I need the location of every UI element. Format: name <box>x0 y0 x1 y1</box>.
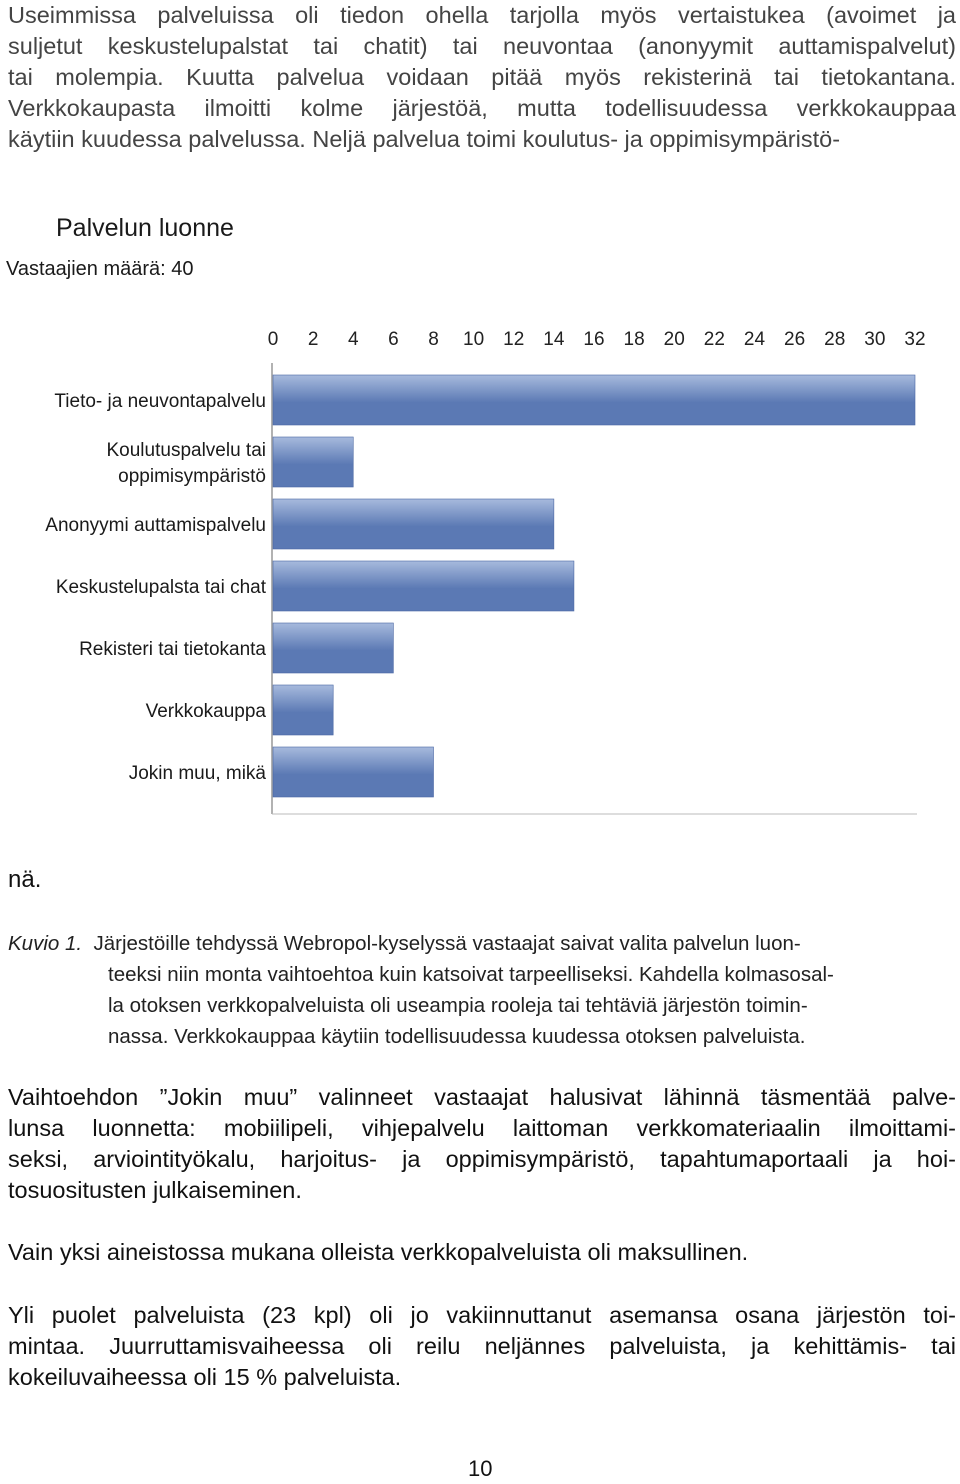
text-line: tai molempia. Kuutta palvelua voidaan pitää myös rekisterinä tai tietokantana. <box>8 64 956 90</box>
bar <box>273 685 333 735</box>
x-tick-label: 16 <box>583 329 605 350</box>
x-tick-label: 24 <box>743 329 766 350</box>
text-line: Vaihtoehdon ”Jokin muu” valinneet vastaajat halusivat lähinnä täsmentää palve- <box>8 1084 956 1110</box>
bar-chart <box>0 320 960 820</box>
body-paragraph <box>8 1082 956 1206</box>
body-paragraph <box>8 1300 956 1393</box>
category-label: Rekisteri tai tietokanta <box>79 639 266 660</box>
caption-line: la otoksen verkkopalveluista oli useampia rooleja tai tehtäviä järjestön toimin- <box>108 994 808 1017</box>
x-tick-label: 0 <box>267 329 279 350</box>
body-paragraph <box>8 1237 956 1268</box>
bar <box>273 747 434 797</box>
category-label: Verkkokauppa <box>145 701 266 722</box>
category-label: oppimisympäristö <box>118 466 266 487</box>
x-tick-label: 30 <box>864 329 886 350</box>
intro-paragraph <box>8 0 956 155</box>
x-tick-label: 4 <box>347 329 359 350</box>
category-label: Jokin muu, mikä <box>128 763 266 784</box>
caption-first-line <box>8 928 958 959</box>
bar <box>273 561 574 611</box>
bar <box>273 437 353 487</box>
category-label: Keskustelupalsta tai chat <box>55 577 266 598</box>
text-line: Vain yksi aineistossa mukana olleista verkkopalveluista oli maksullinen. <box>8 1239 749 1265</box>
page-number: 10 <box>468 1456 493 1481</box>
caption-label: Kuvio 1. <box>8 932 83 955</box>
text-line: lunsa luonnetta: mobiilipeli, vihjepalvelu laittoman verkkomateriaalin ilmoittami- <box>8 1115 956 1141</box>
text-line: Useimmissa palveluissa oli tiedon ohella tarjolla myös vertaistukea (avoimet ja <box>8 2 956 28</box>
x-tick-label: 6 <box>388 329 399 350</box>
caption-line: teeksi niin monta vaihtoehtoa kuin katsoivat tarpeelliseksi. Kahdella kolmasosal- <box>108 963 834 986</box>
x-tick-label: 2 <box>307 329 319 350</box>
x-tick-label: 14 <box>543 329 565 350</box>
figure-caption <box>8 928 958 1052</box>
bar <box>273 375 915 425</box>
category-label: Anonyymi auttamispalvelu <box>45 515 266 536</box>
bar <box>273 623 393 673</box>
chart-subtitle: Vastaajien määrä: 40 <box>6 258 194 280</box>
text-line: Verkkokaupasta ilmoitti kolme järjestöä, mutta todellisuudessa verkkokauppaa <box>8 95 956 121</box>
text-line: tosuositusten julkaiseminen. <box>8 1177 302 1203</box>
x-tick-label: 26 <box>784 329 806 350</box>
chart-title: Palvelun luonne <box>56 214 234 242</box>
text-line: kokeiluvaiheessa oli 15 % palveluista. <box>8 1364 402 1390</box>
text-line: seksi, arviointityökalu, harjoitus- ja oppimisympäristö, tapahtumaportaali ja hoi- <box>8 1146 956 1172</box>
x-tick-label: 18 <box>623 329 645 350</box>
bar <box>273 499 554 549</box>
x-tick-label: 10 <box>463 329 485 350</box>
caption-line: nassa. Verkkokauppaa käytiin todellisuudessa kuudessa otoksen palveluista. <box>108 1025 806 1048</box>
x-tick-label: 28 <box>824 329 846 350</box>
x-tick-label: 8 <box>428 329 439 350</box>
text-line: mintaa. Juurruttamisvaiheessa oli reilu neljännes palveluista, ja kehittämis- tai <box>8 1333 956 1359</box>
x-tick-label: 12 <box>503 329 525 350</box>
category-label: Tieto- ja neuvontapalvelu <box>54 391 266 412</box>
x-tick-label: 20 <box>663 329 685 350</box>
x-tick-label: 22 <box>703 329 725 350</box>
continuation-text: nä. <box>8 866 42 893</box>
text-line: suljetut keskustelupalstat tai chatit) tai neuvontaa (anonyymit auttamispalvelut) <box>8 33 956 59</box>
text-line: Yli puolet palveluista (23 kpl) oli jo vakiinnuttanut asemansa osana järjestön toi- <box>8 1302 956 1328</box>
caption-text: Järjestöille tehdyssä Webropol-kyselyssä vastaajat saivat valita palvelun luon- <box>93 932 801 955</box>
text-line: käytiin kuudessa palvelussa. Neljä palvelua toimi koulutus- ja oppimisympäristö- <box>8 126 841 152</box>
x-tick-label: 32 <box>904 329 926 350</box>
category-label: Koulutuspalvelu tai <box>106 440 266 461</box>
